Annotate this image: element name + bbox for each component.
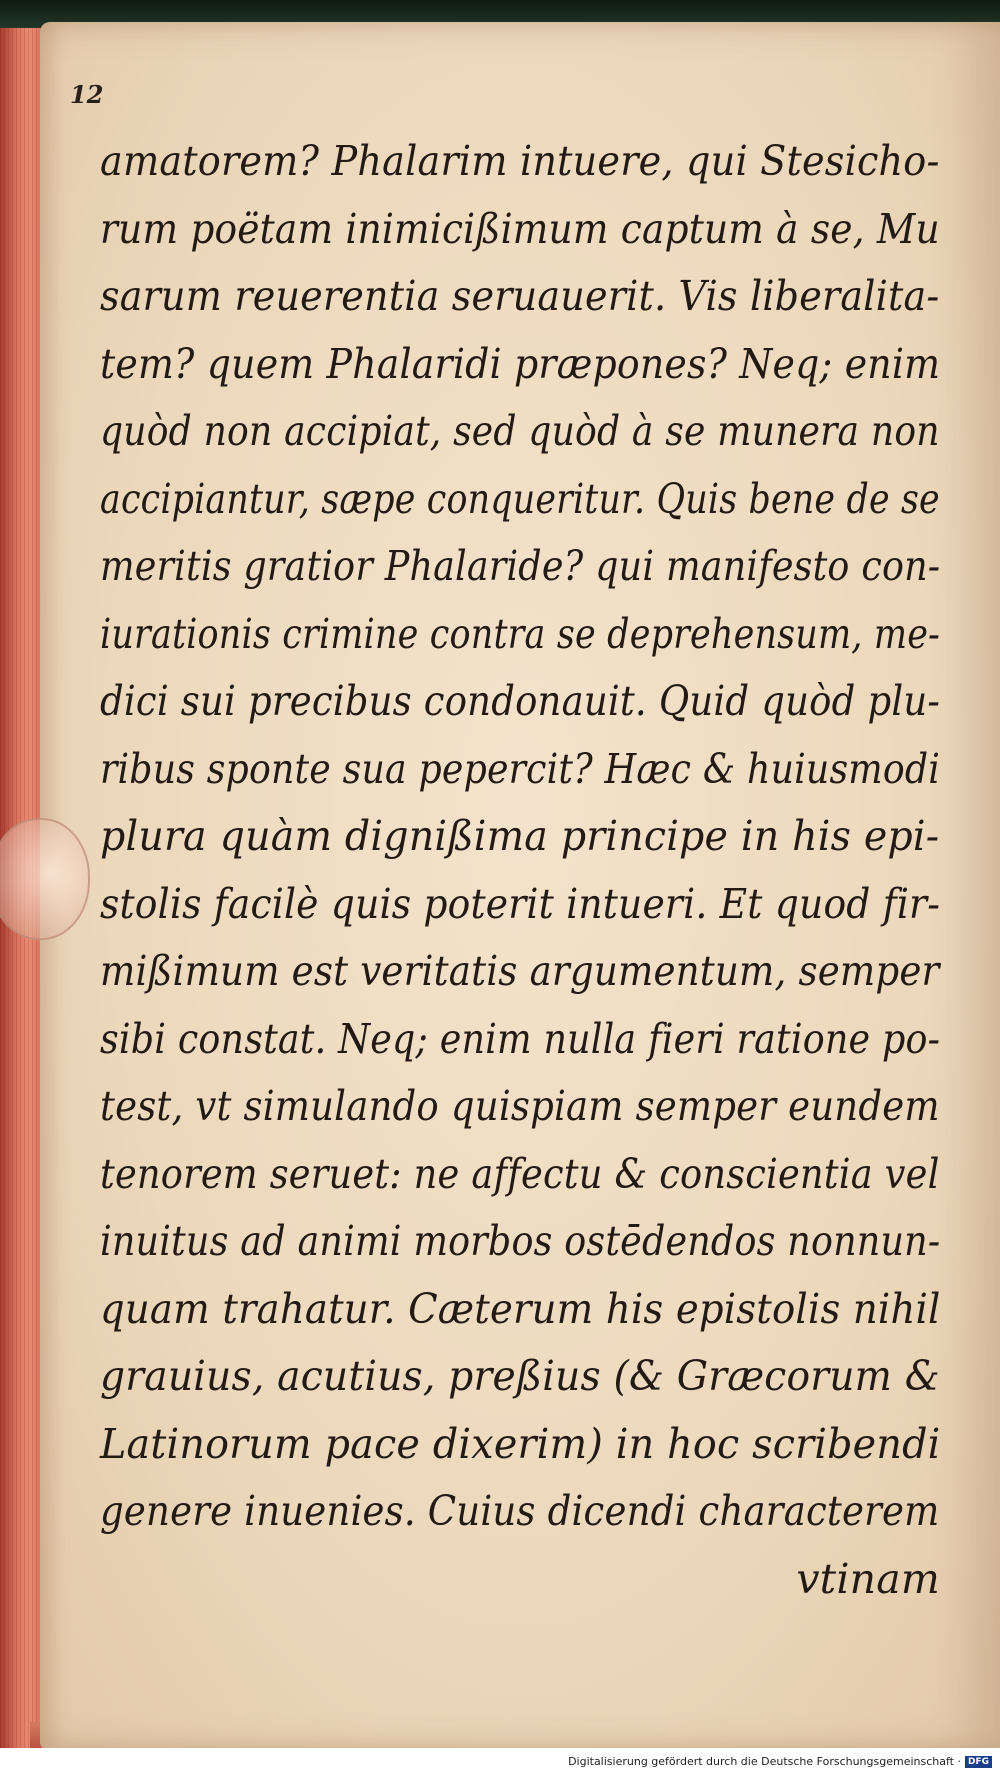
- text-line: quòd non accipiat, sed quòd à se munera non: [100, 407, 940, 455]
- text-line: tenorem seruet: ne affectu & conscientia vel: [100, 1149, 940, 1198]
- text-line: test, vt simulando quispiam semper eundem: [100, 1082, 940, 1130]
- text-line: dici sui precibus condonauit. Quid quòd plu-: [100, 677, 941, 725]
- text-line: sarum reuerentia seruauerit. Vis liberalita-: [100, 272, 940, 320]
- text-line: vtinam: [796, 1554, 940, 1603]
- text-line: ribus sponte sua pepercit? Hæc & huiusmodi: [100, 744, 941, 793]
- text-line: plura quàm dignißima principe in his epi-: [100, 812, 940, 860]
- funding-credit: Digitalisierung gefördert durch die Deutsche Forschungsgemeinschaft ·: [568, 1755, 961, 1768]
- text-line: inuitus ad animi morbos ostēdendos nonnun-: [100, 1217, 941, 1265]
- page-clip: [0, 818, 90, 940]
- text-line: rum poëtam inimicißimum captum à se, Mu: [100, 204, 940, 253]
- text-line: grauius, acutius, preßius (& Græcorum &: [100, 1352, 940, 1400]
- text-line: accipiantur, sæpe conqueritur. Quis bene de se: [100, 474, 940, 523]
- text-line: genere inuenies. Cuius dicendi characterem: [100, 1487, 940, 1535]
- footer-credit: [568, 1755, 992, 1768]
- page-number: 12: [70, 80, 104, 109]
- dfg-logo: DFG: [965, 1756, 992, 1768]
- text-line: meritis gratior Phalaride? qui manifesto con-: [100, 542, 941, 590]
- text-line: sibi constat. Neq; enim nulla fieri ratione po-: [100, 1014, 941, 1063]
- text-line: mißimum est veritatis argumentum, semper: [100, 947, 940, 995]
- text-line: tem? quem Phalaridi præpones? Neq; enim: [100, 339, 941, 388]
- text-line: Latinorum pace dixerim) in hoc scribendi: [100, 1419, 941, 1468]
- text-line: quam trahatur. Cæterum his epistolis nihil: [100, 1284, 941, 1333]
- text-line: amatorem? Phalarim intuere, qui Stesicho-: [100, 137, 940, 185]
- text-line: stolis facilè quis poterit intueri. Et quod fir-: [100, 879, 941, 928]
- text-line: iurationis crimine contra se deprehensum, me-: [100, 609, 941, 658]
- text-block: [100, 128, 950, 1613]
